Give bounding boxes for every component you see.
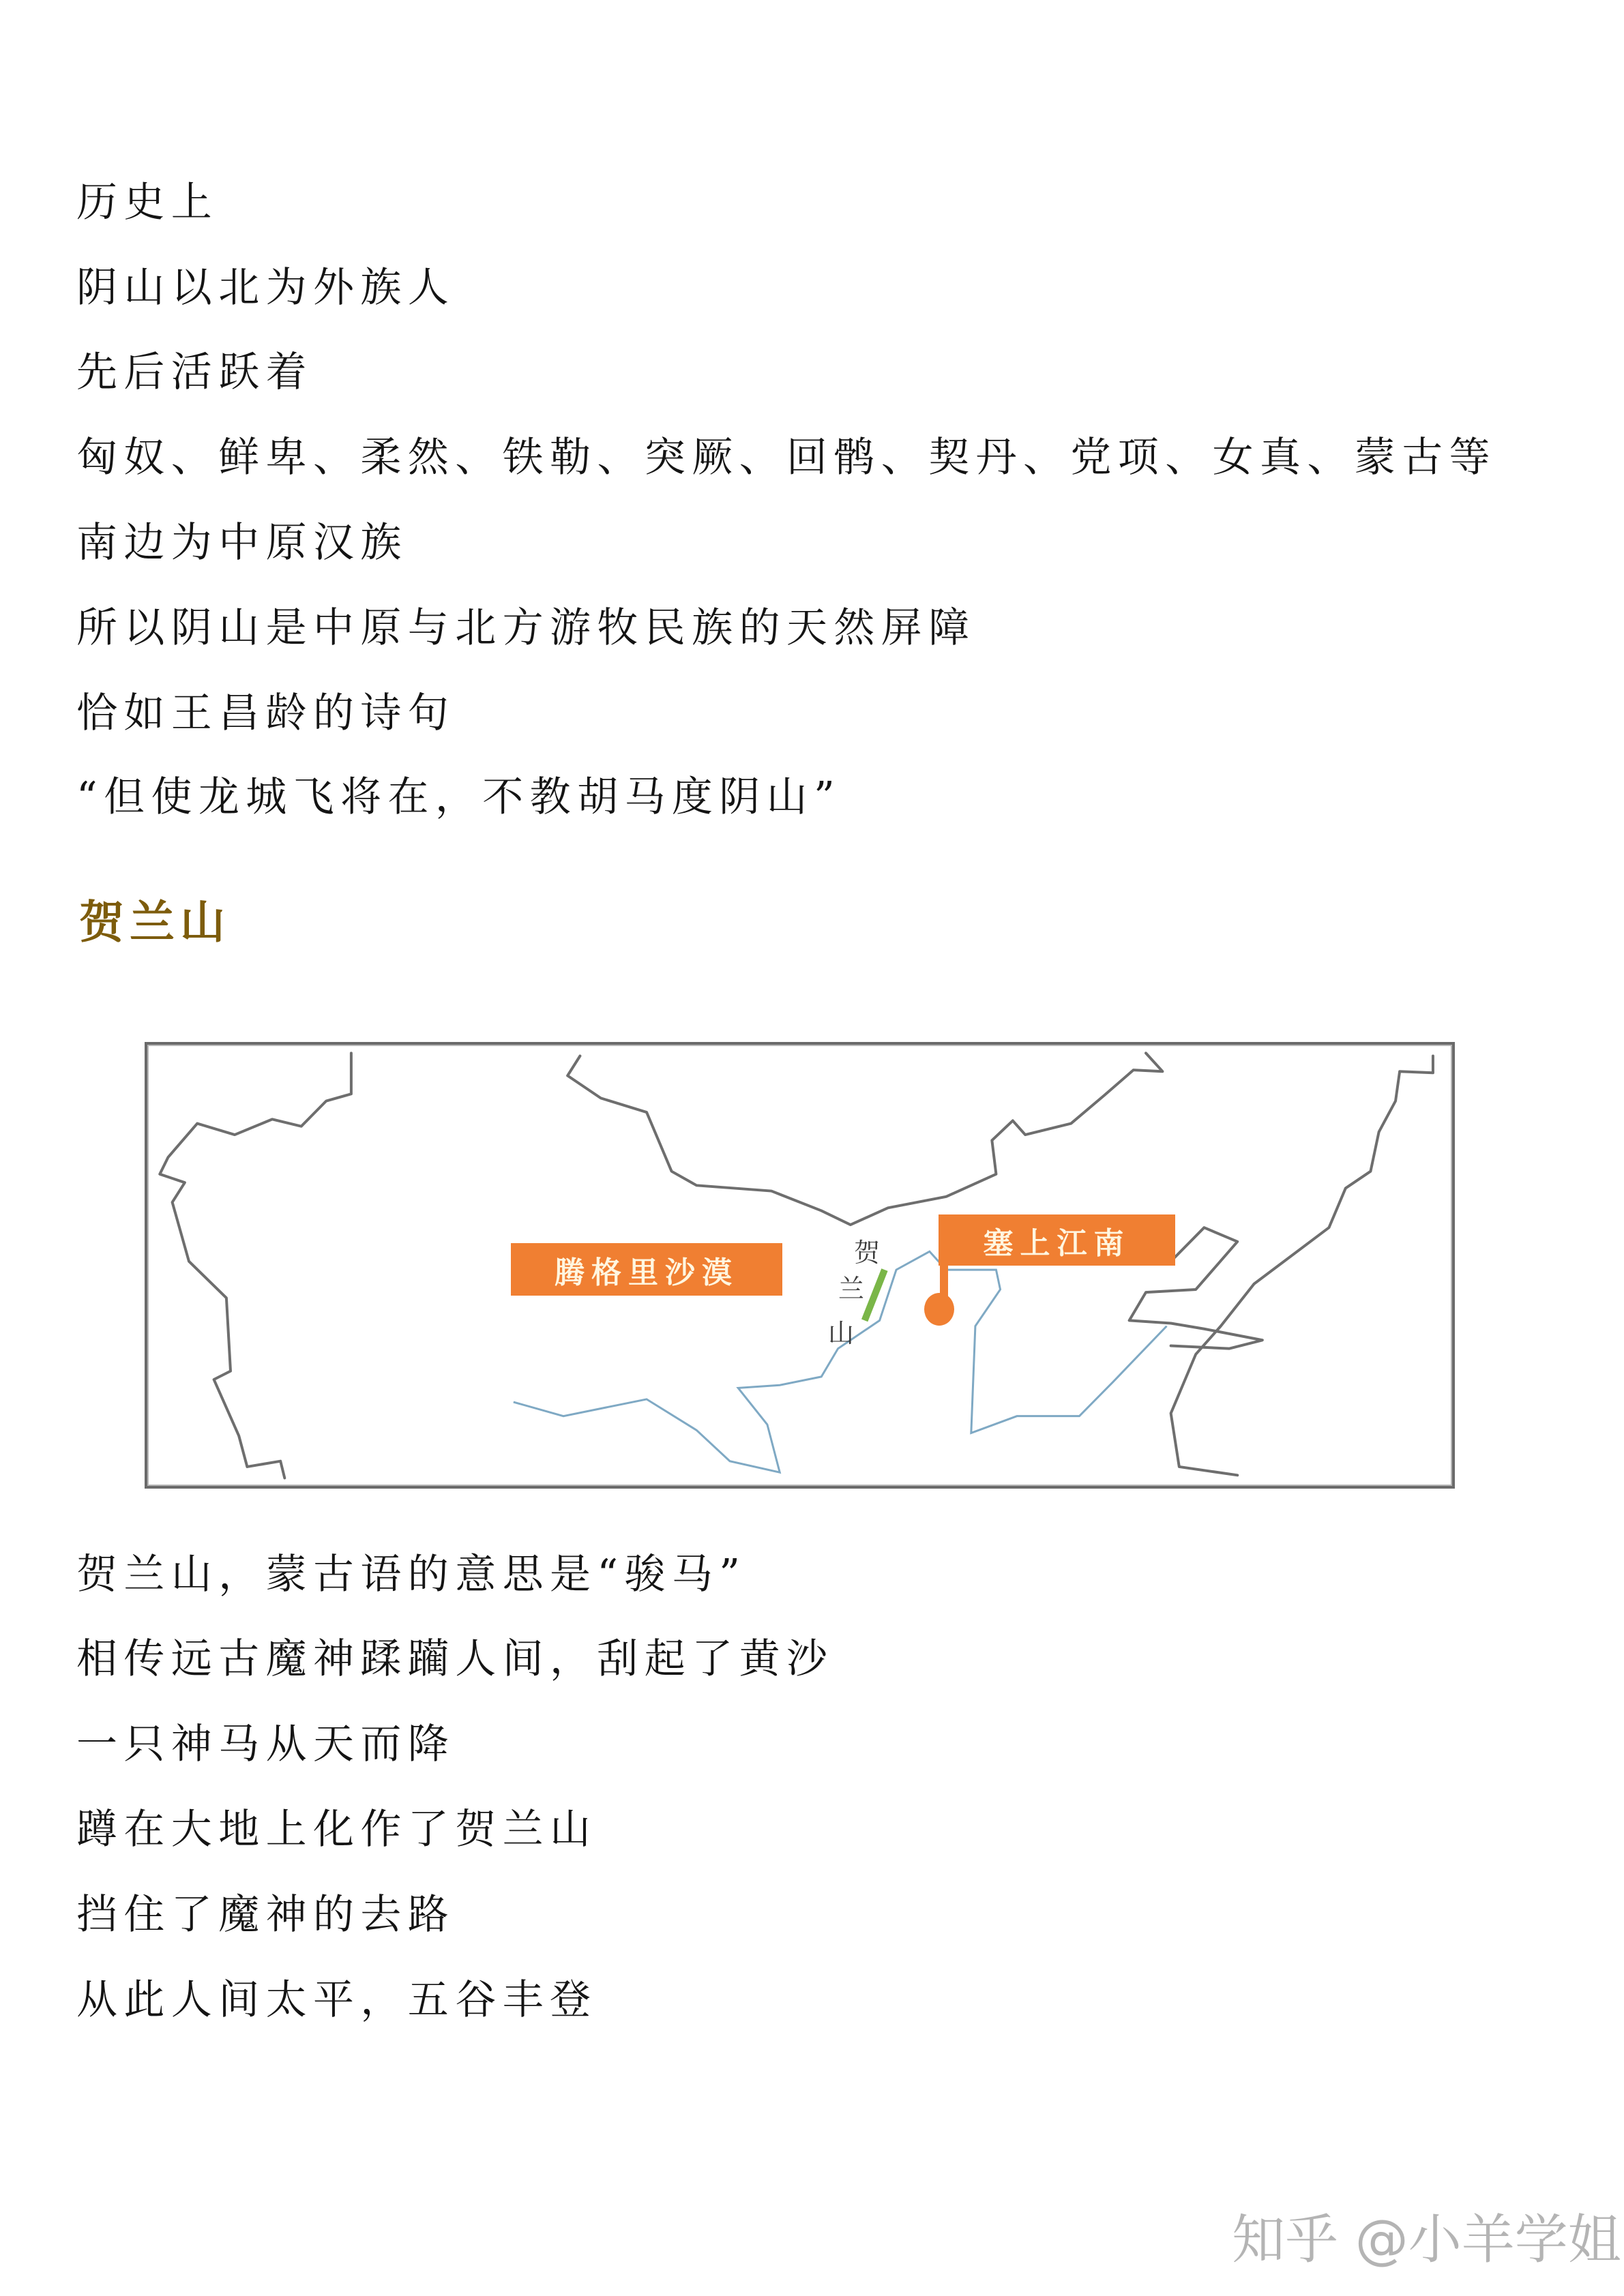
region-label-text: 塞上江南	[983, 1225, 1131, 1261]
region-label	[939, 1214, 1175, 1266]
border-line-west	[160, 1053, 351, 1478]
coastline-east	[1171, 1056, 1433, 1476]
desert-label-text: 腾格里沙漠	[555, 1255, 739, 1290]
border-line-north	[567, 1053, 1162, 1225]
map-lines	[147, 1045, 1452, 1486]
mountain-label-char: 兰	[838, 1274, 865, 1304]
desert-label	[511, 1243, 782, 1296]
poem-quote: “但使龙城飞将在，不教胡马度阴山”	[76, 773, 842, 821]
text-line: 蹲在大地上化作了贺兰山	[76, 1806, 597, 1853]
map-figure	[145, 1042, 1455, 1489]
text-line: 所以阴山是中原与北方游牧民族的天然屏障	[76, 604, 976, 652]
text-line: 一只神马从天而降	[76, 1720, 456, 1768]
text-line: 先后活跃着	[76, 348, 313, 396]
text-line: 挡住了魔神的去路	[76, 1891, 456, 1939]
zhihu-watermark: 知乎 @小羊学姐	[1232, 2209, 1621, 2271]
text-line: 从此人间太平，五谷丰登	[76, 1976, 597, 2024]
region-pin-dot	[924, 1293, 954, 1326]
text-line: 历史上	[76, 179, 219, 226]
text-line: 恰如王昌龄的诗句	[76, 689, 456, 737]
text-line: 匈奴、鲜卑、柔然、铁勒、突厥、回鹘、契丹、党项、女真、蒙古等	[76, 434, 1496, 481]
text-line: 南边为中原汉族	[76, 519, 408, 567]
mountain-label-char: 贺	[854, 1238, 881, 1268]
section-heading-helanshan: 贺兰山	[79, 896, 231, 949]
text-line: 贺兰山，蒙古语的意思是“骏马”	[76, 1551, 747, 1598]
text-line: 阴山以北为外族人	[76, 264, 456, 312]
mountain-label-char: 山	[828, 1318, 855, 1348]
text-line: 相传远古魔神蹂躏人间，刮起了黄沙	[76, 1635, 834, 1683]
